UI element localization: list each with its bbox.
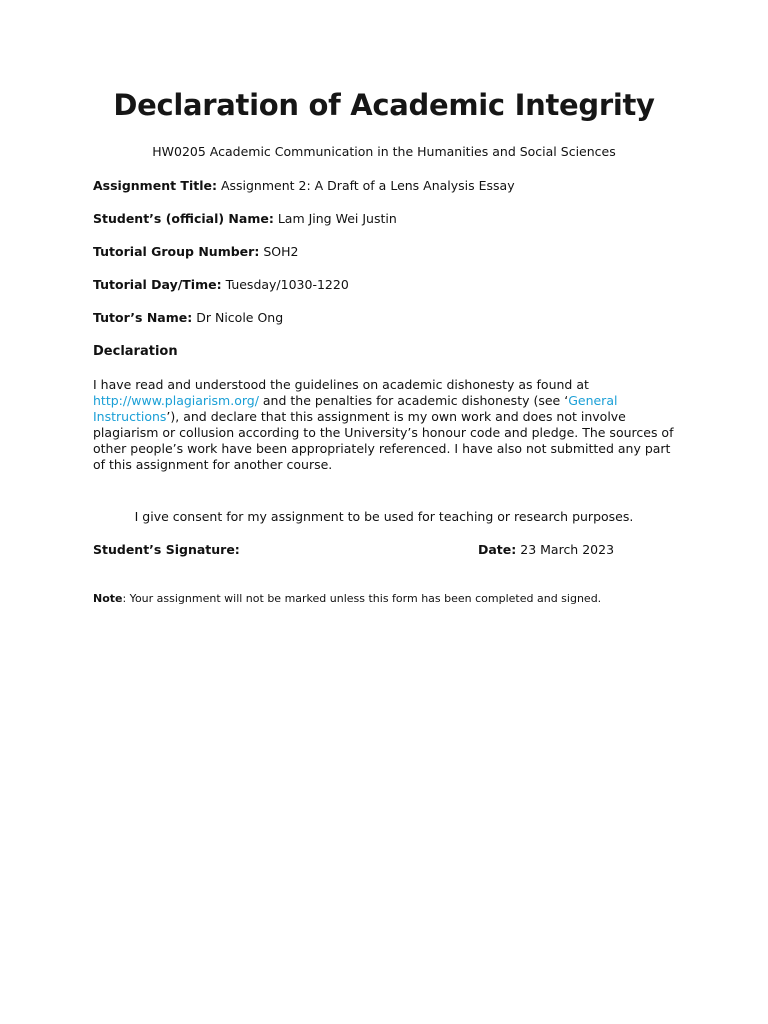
declaration-text-end: ’), and declare that this assignment is my own work and does not involve plagiarism or collusion according to the University’s honour code and pledge. The sources of other people’s work have been appropriately referenced. I have also not submitted any part of this assignment for another course.	[93, 409, 674, 472]
tutorial-day-value: Tuesday/1030-1220	[225, 277, 349, 292]
declaration-heading: Declaration	[93, 344, 178, 359]
declaration-text	[93, 377, 683, 473]
signature-label: Student’s Signature:	[93, 542, 240, 557]
tutor-name-field	[93, 310, 283, 325]
plagiarism-link[interactable]: http://www.plagiarism.org/	[93, 393, 259, 408]
student-name-label: Student’s (official) Name:	[93, 211, 274, 226]
assignment-title-field	[93, 178, 515, 193]
declaration-text-middle: and the penalties for academic dishonesty (see ‘	[258, 393, 569, 408]
consent-statement: I give consent for my assignment to be used for teaching or research purposes.	[134, 509, 634, 524]
tutorial-group-field	[93, 244, 298, 259]
tutorial-group-label: Tutorial Group Number:	[93, 244, 260, 259]
date-value: 23 March 2023	[520, 542, 615, 557]
document-title: Declaration of Academic Integrity	[113, 88, 655, 122]
tutorial-day-label: Tutorial Day/Time:	[93, 277, 222, 292]
date-field	[478, 542, 614, 557]
tutor-name-label: Tutor’s Name:	[93, 310, 193, 325]
date-label: Date:	[478, 542, 517, 557]
general-instructions-link[interactable]: General Instructions	[93, 393, 618, 424]
tutor-name-value: Dr Nicole Ong	[196, 310, 284, 325]
declaration-text-start: I have read and understood the guidelines on academic dishonesty as found at	[93, 377, 589, 392]
tutorial-day-field	[93, 277, 349, 292]
tutorial-group-value: SOH2	[263, 244, 299, 259]
assignment-title-value: Assignment 2: A Draft of a Lens Analysis Essay	[220, 178, 515, 193]
student-name-value: Lam Jing Wei Justin	[277, 211, 397, 226]
note	[93, 592, 601, 605]
student-name-field	[93, 211, 397, 226]
assignment-title-label: Assignment Title:	[93, 178, 217, 193]
course-name: HW0205 Academic Communication in the Humanities and Social Sciences	[152, 144, 616, 159]
note-label: Note	[93, 592, 123, 605]
note-text: : Your assignment will not be marked unless this form has been completed and signed.	[122, 592, 602, 605]
